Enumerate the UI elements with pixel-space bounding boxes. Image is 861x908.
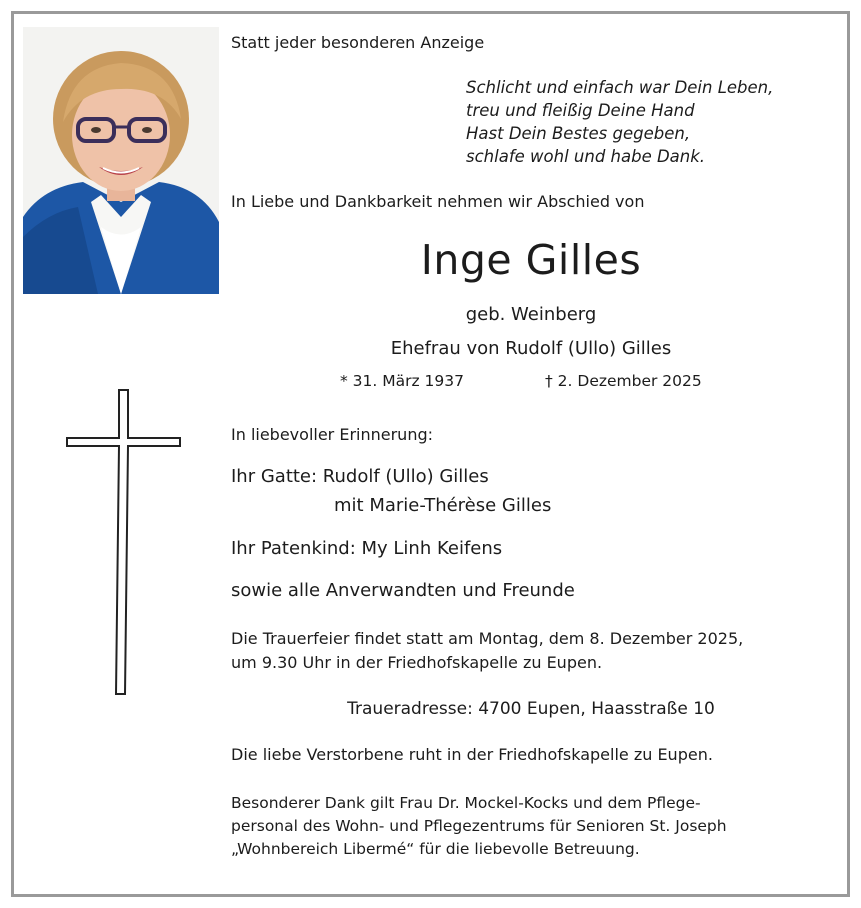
birth-date: * 31. März 1937 xyxy=(340,372,465,390)
mourner-husband-partner: mit Marie-Thérèse Gilles xyxy=(334,495,552,516)
birth-name: geb. Weinberg xyxy=(465,304,597,325)
header-text: Statt jeder besonderen Anzeige xyxy=(231,33,485,52)
poem-line: Schlicht und einfach war Dein Leben, xyxy=(466,78,774,97)
thanks-line: personal des Wohn- und Pflegezentrums für Senioren St. Joseph xyxy=(231,817,727,835)
intro-text: In Liebe und Dankbarkeit nehmen wir Abschied von xyxy=(231,192,645,211)
death-date: † 2. Dezember 2025 xyxy=(545,372,702,390)
thanks-line: Besonderer Dank gilt Frau Dr. Mockel-Kocks und dem Pflege- xyxy=(231,794,701,812)
mourning-address: Traueradresse: 4700 Eupen, Haasstraße 10 xyxy=(347,699,715,719)
funeral-info xyxy=(231,627,743,675)
poem-line: schlafe wohl und habe Dank. xyxy=(466,147,706,166)
resting-place: Die liebe Verstorbene ruht in der Friedhofskapelle zu Eupen. xyxy=(231,745,713,764)
mourner-husband: Ihr Gatte: Rudolf (Ullo) Gilles xyxy=(231,466,489,487)
mourner-godchild: Ihr Patenkind: My Linh Keifens xyxy=(231,538,503,559)
funeral-line: Die Trauerfeier findet statt am Montag, dem 8. Dezember 2025, xyxy=(231,629,744,648)
poem-line: Hast Dein Bestes gegeben, xyxy=(466,124,691,143)
cross-icon xyxy=(64,388,184,702)
memory-heading: In liebevoller Erinnerung: xyxy=(231,425,433,444)
thanks-line: „Wohnbereich Libermé“ für die liebevolle Betreuung. xyxy=(231,840,640,858)
poem-line: treu und fleißig Deine Hand xyxy=(466,101,695,120)
thanks-text xyxy=(231,792,727,861)
poem xyxy=(466,76,773,168)
mourner-others: sowie alle Anverwandten und Freunde xyxy=(231,580,575,601)
funeral-line: um 9.30 Uhr in der Friedhofskapelle zu Eupen. xyxy=(231,653,603,672)
spouse-line: Ehefrau von Rudolf (Ullo) Gilles xyxy=(390,338,672,359)
deceased-name: Inge Gilles xyxy=(420,236,642,284)
